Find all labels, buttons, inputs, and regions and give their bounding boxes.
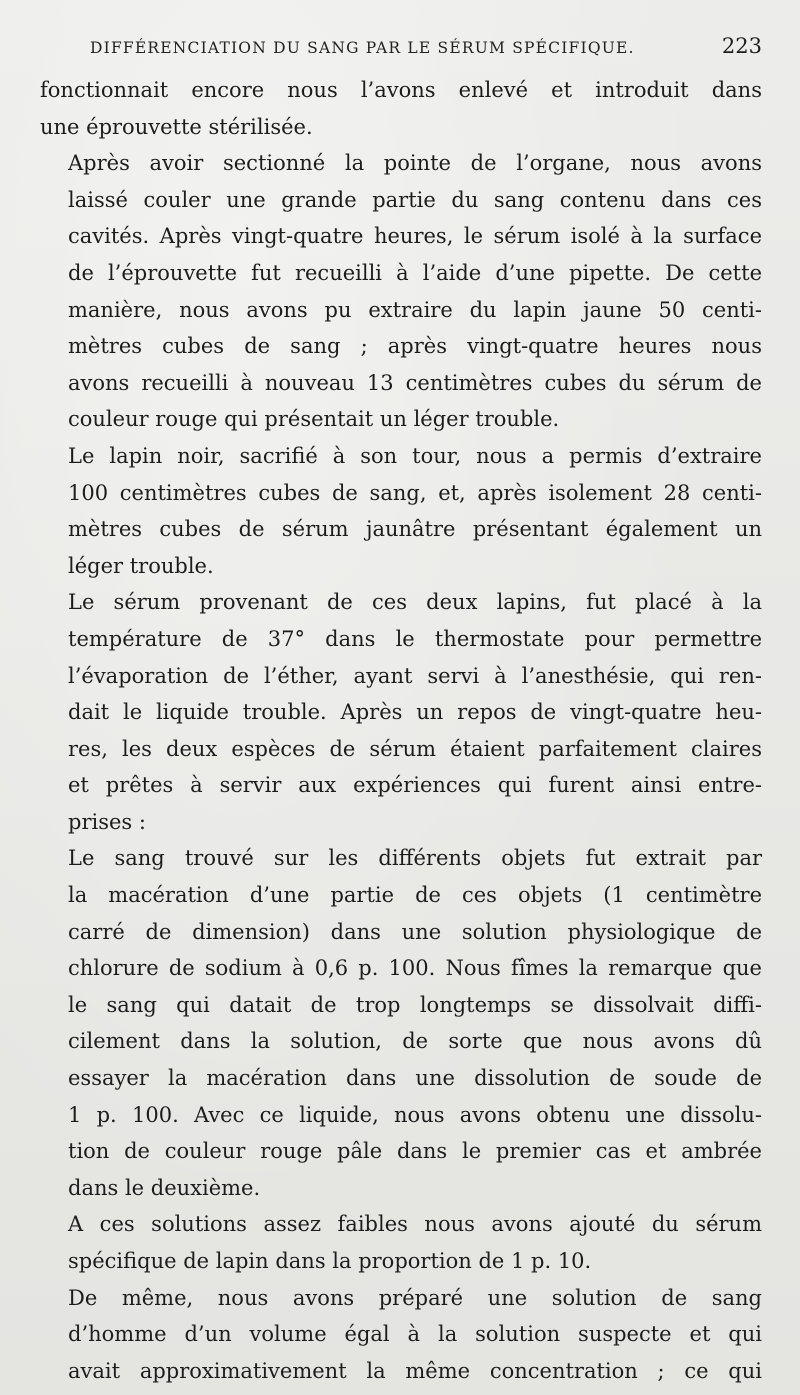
text-line: couleur rouge qui présentait un léger trouble. bbox=[68, 407, 560, 432]
text-line: la macération d’une partie de ces objets (1 centimètre bbox=[68, 883, 762, 908]
text-line: cavités. Après vingt-quatre heures, le sérum isolé à la surface bbox=[68, 224, 762, 249]
text-line: laissé couler une grande partie du sang contenu dans ces bbox=[68, 187, 762, 212]
text-line: dait le liquide trouble. Après un repos de vingt-quatre heu- bbox=[68, 700, 762, 725]
text-line: et prêtes à servir aux expériences qui furent ainsi entre- bbox=[68, 773, 762, 798]
text-line: température de 37° dans le thermostate pour permettre bbox=[68, 626, 762, 651]
page-body bbox=[40, 72, 762, 1389]
text-line: le sang qui datait de trop longtemps se dissolvait diffi- bbox=[68, 992, 762, 1017]
text-line: 100 centimètres cubes de sang, et, après isolement 28 centi- bbox=[68, 480, 762, 505]
text-line: mètres cubes de sang ; après vingt-quatre heures nous bbox=[68, 334, 762, 359]
text-line: cilement dans la solution, de sorte que nous avons dû bbox=[68, 1029, 762, 1054]
page-header bbox=[40, 34, 762, 72]
text-line: 1 p. 100. Avec ce liquide, nous avons obtenu une dissolu- bbox=[68, 1102, 762, 1127]
text-line: manière, nous avons pu extraire du lapin jaune 50 centi- bbox=[68, 297, 762, 322]
text-line: A ces solutions assez faibles nous avons ajouté du sérum bbox=[68, 1212, 762, 1237]
text-line: chlorure de sodium à 0,6 p. 100. Nous fîmes la remarque que bbox=[68, 956, 762, 981]
text-line: carré de dimension) dans une solution physiologique de bbox=[68, 919, 762, 944]
text-line: l’évaporation de l’éther, ayant servi à l’anesthésie, qui ren- bbox=[68, 663, 762, 688]
paragraph bbox=[40, 1280, 762, 1390]
text-line: dans le deuxième. bbox=[68, 1175, 261, 1200]
text-line: tion de couleur rouge pâle dans le premier cas et ambrée bbox=[68, 1139, 762, 1164]
paragraph bbox=[40, 840, 762, 1206]
paragraph bbox=[40, 145, 762, 438]
text-line: fonctionnait encore nous l’avons enlevé et introduit dans bbox=[40, 78, 762, 102]
text-line: d’homme d’un volume égal à la solution suspecte et qui bbox=[68, 1322, 762, 1347]
text-line: une éprouvette stérilisée. bbox=[40, 114, 313, 139]
text-line: de l’éprouvette fut recueilli à l’aide d’une pipette. De cette bbox=[68, 260, 762, 285]
text-line: prises : bbox=[68, 809, 146, 834]
text-line: res, les deux espèces de sérum étaient parfaitement claires bbox=[68, 736, 762, 761]
text-line: mètres cubes de sérum jaunâtre présentant également un bbox=[68, 517, 762, 542]
text-line: essayer la macération dans une dissolution de soude de bbox=[68, 1066, 762, 1091]
text-line: spécifique de lapin dans la proportion de 1 p. 10. bbox=[68, 1249, 592, 1273]
running-head: DIFFÉRENCIATION DU SANG PAR LE SÉRUM SPÉCIFIQUE. bbox=[90, 39, 635, 57]
paragraph bbox=[40, 1206, 762, 1279]
paragraph bbox=[40, 438, 762, 584]
text-line: léger trouble. bbox=[68, 553, 214, 578]
text-line: avons recueilli à nouveau 13 centimètres cubes du sérum de bbox=[68, 370, 762, 395]
text-line: Le sang trouvé sur les différents objets fut extrait par bbox=[68, 846, 762, 871]
text-line: avait approximativement la même concentration ; ce qui bbox=[68, 1358, 762, 1383]
text-line: Le sérum provenant de ces deux lapins, fut placé à la bbox=[68, 590, 762, 615]
paragraph bbox=[40, 72, 762, 145]
text-line: Après avoir sectionné la pointe de l’organe, nous avons bbox=[68, 151, 762, 176]
paragraph bbox=[40, 584, 762, 840]
text-line: Le lapin noir, sacrifié à son tour, nous a permis d’extraire bbox=[68, 443, 762, 468]
page-number: 223 bbox=[721, 34, 762, 58]
text-line: De même, nous avons préparé une solution de sang bbox=[68, 1285, 762, 1310]
